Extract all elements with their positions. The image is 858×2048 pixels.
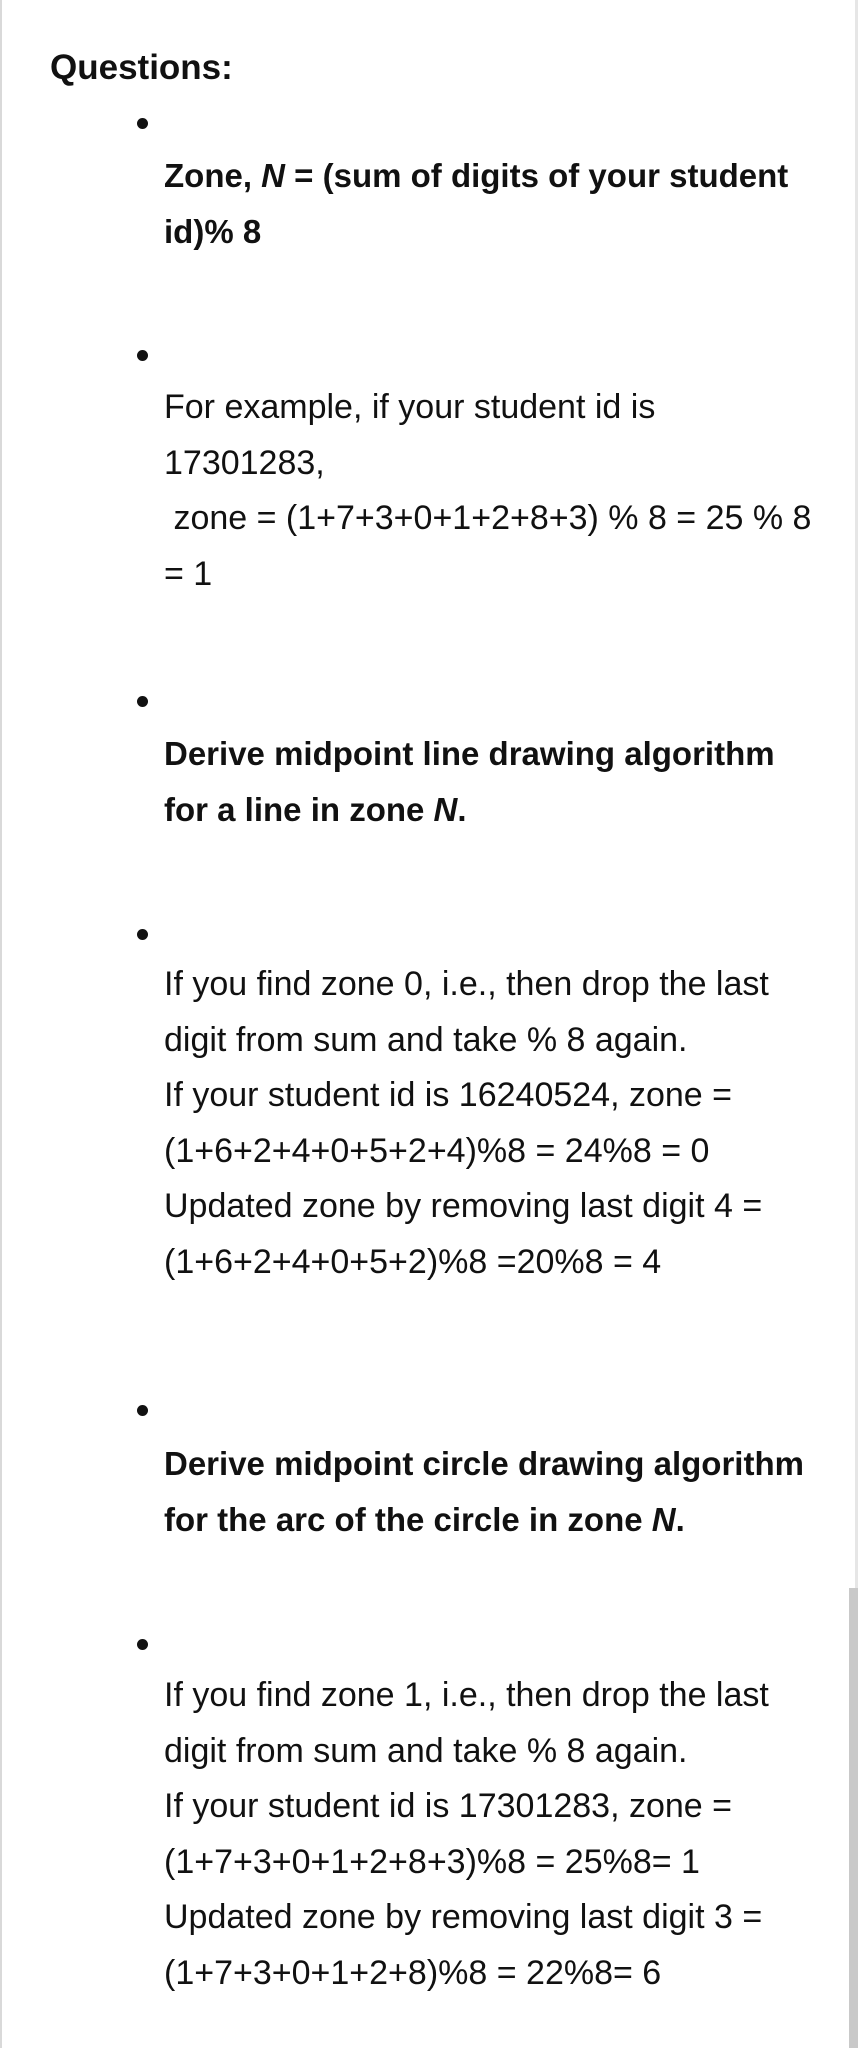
text-line: (1+6+2+4+0+5+2+4)%8 = 24%8 = 0 <box>164 1131 710 1170</box>
bullet-icon <box>137 1639 148 1650</box>
text-line: for a line in zone N. <box>164 790 467 828</box>
text-line: digit from sum and take % 8 again. <box>164 1731 688 1770</box>
zone-zero-note <box>164 957 824 1290</box>
text-line: 17301283, <box>164 443 325 482</box>
question-line-algorithm <box>164 726 824 837</box>
text-line: (1+7+3+0+1+2+8)%8 = 22%8= 6 <box>164 1953 662 1992</box>
text-line: (1+6+2+4+0+5+2)%8 =20%8 = 4 <box>164 1242 662 1281</box>
text-line: zone = (1+7+3+0+1+2+8+3) % 8 = 25 % 8 <box>164 499 812 537</box>
bullet-icon <box>137 1405 148 1416</box>
text-line: If you find zone 0, i.e., then drop the last <box>164 965 769 1003</box>
left-border <box>0 0 2 2048</box>
zone-example <box>164 380 824 602</box>
text-line: Updated zone by removing last digit 3 = <box>164 1898 763 1936</box>
text-line: If you find zone 1, i.e., then drop the last <box>164 1676 769 1714</box>
text-line: Derive midpoint circle drawing algorithm <box>164 1445 804 1482</box>
question-circle-algorithm <box>164 1436 824 1547</box>
text-line: digit from sum and take % 8 again. <box>164 1020 688 1059</box>
text-line: Zone, N = (sum of digits of your student <box>164 157 789 194</box>
text-line: If your student id is 17301283, zone = <box>164 1787 733 1825</box>
text-line: If your student id is 16240524, zone = <box>164 1076 733 1114</box>
text-line: for the arc of the circle in zone N. <box>164 1500 685 1538</box>
scrollbar-thumb[interactable] <box>849 1588 858 2048</box>
text-line: For example, if your student id is <box>164 388 656 426</box>
text-line: (1+7+3+0+1+2+8+3)%8 = 25%8= 1 <box>164 1842 700 1881</box>
questions-heading: Questions: <box>50 48 233 87</box>
bullet-icon <box>137 929 148 940</box>
bullet-icon <box>137 118 148 129</box>
text-line: = 1 <box>164 554 213 593</box>
bullet-icon <box>137 350 148 361</box>
bullet-icon <box>137 696 148 707</box>
zone-one-note <box>164 1668 824 2001</box>
text-line: Derive midpoint line drawing algorithm <box>164 735 775 772</box>
question-zone-definition <box>164 148 824 259</box>
text-line: Updated zone by removing last digit 4 = <box>164 1187 763 1225</box>
text-line: id)% 8 <box>164 212 262 250</box>
